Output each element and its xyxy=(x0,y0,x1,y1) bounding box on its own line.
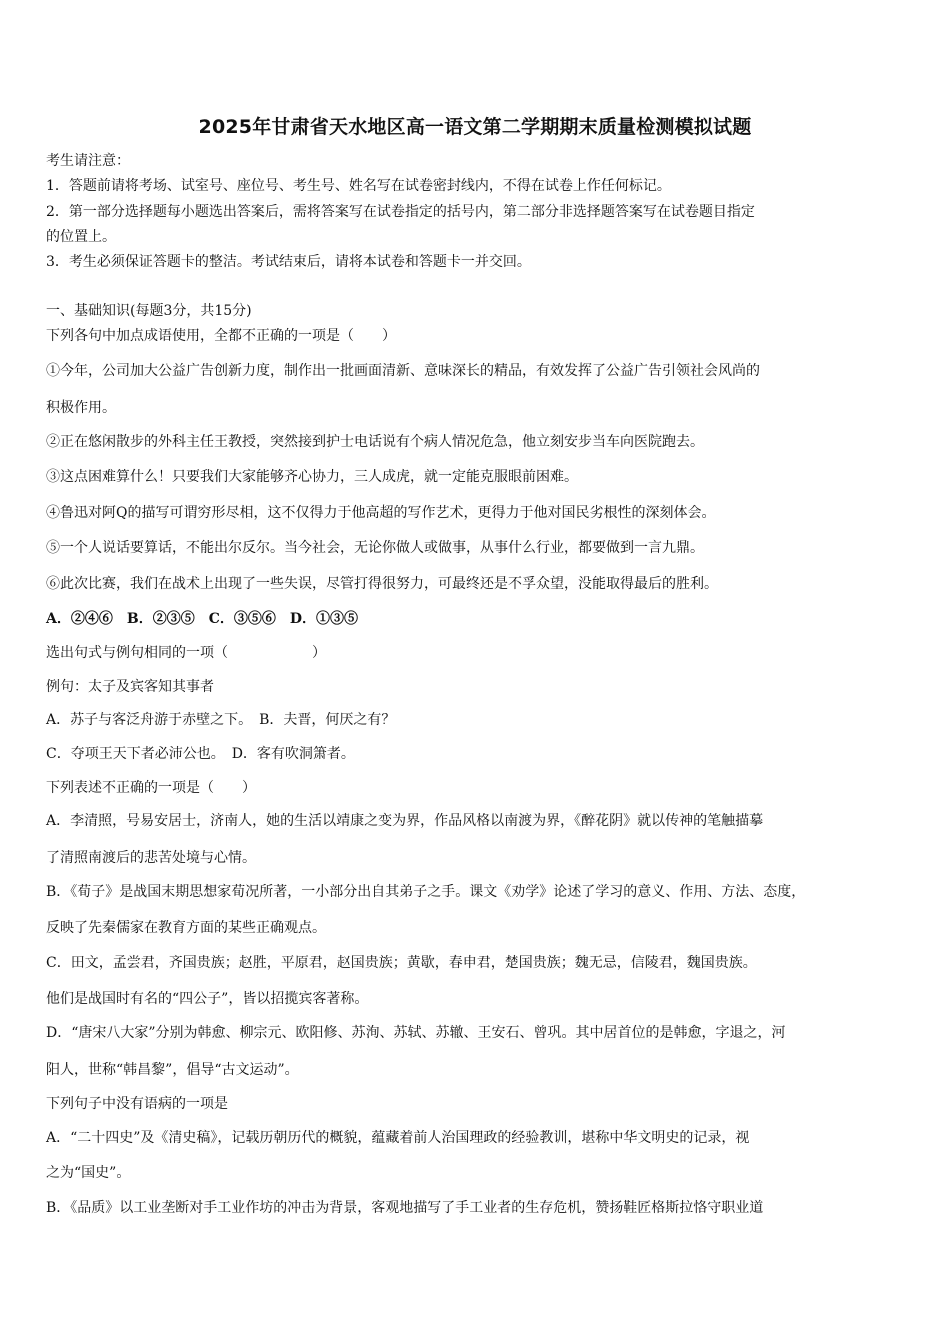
question-1-line: ④鲁迅对阿Q的描写可谓穷形尽相，这不仅得力于他高超的写作艺术，更得力于他对国民劣根性的深刻体会。 xyxy=(46,505,716,521)
notice-item-1: 1．答题前请将考场、试室号、座位号、考生号、姓名写在试卷密封线内，不得在试卷上作任何标记。 xyxy=(46,178,671,194)
question-2-stem: 选出句式与例句相同的一项（ ） xyxy=(46,645,326,661)
question-1-line: ③这点困难算什么！只要我们大家能够齐心协力，三人成虎，就一定能克服眼前困难。 xyxy=(46,469,578,485)
notice-item-2: 2．第一部分选择题每小题选出答案后，需将答案写在试卷指定的括号内，第二部分非选择题答案写在试卷题目指定 xyxy=(46,204,755,220)
question-1-stem: 下列各句中加点成语使用，全都不正确的一项是（ ） xyxy=(46,328,396,344)
question-2-example: 例句：太子及宾客知其事者 xyxy=(46,679,214,695)
question-1-line: ⑥此次比赛，我们在战术上出现了一些失误，尽管打得很努力，可最终还是不孚众望，没能取得最后的胜利。 xyxy=(46,576,718,592)
notice-item-3: 3．考生必须保证答题卡的整洁。考试结束后，请将本试卷和答题卡一并交回。 xyxy=(46,254,531,270)
question-4-line: 之为“国史”。 xyxy=(46,1165,131,1181)
question-3-line: B．《荀子》是战国末期思想家荀况所著，一小部分出自其弟子之手。课文《劝学》论述了学习的意义、作用、方法、态度， xyxy=(46,884,806,900)
question-1-line: ①今年，公司加大公益广告创新力度，制作出一批画面清新、意味深长的精品，有效发挥了公益广告引领社会风尚的 xyxy=(46,363,760,379)
question-3-line: 了清照南渡后的悲苦处境与心情。 xyxy=(46,850,256,866)
question-2-options-ab: A．苏子与客泛舟游于赤壁之下。 B．夫晋，何厌之有？ xyxy=(46,712,396,728)
question-3-line: D．“唐宋八大家”分别为韩愈、柳宗元、欧阳修、苏洵、苏轼、苏辙、王安石、曾巩。其中居首位的是韩愈，字退之，河 xyxy=(46,1025,786,1041)
question-4-line: A．“二十四史”及《清史稿》，记载历朝历代的概貌，蕴藏着前人治国理政的经验教训，堪称中华文明史的记录，视 xyxy=(46,1130,750,1146)
question-1-line: ②正在悠闲散步的外科主任王教授，突然接到护士电话说有个病人情况危急，他立刻安步当车向医院跑去。 xyxy=(46,434,704,450)
question-1-line: 积极作用。 xyxy=(46,400,116,416)
question-3-line: 反映了先秦儒家在教育方面的某些正确观点。 xyxy=(46,920,326,936)
question-1-options: A．②④⑥ B．②③⑤ C．③⑤⑥ D．①③⑤ xyxy=(46,611,358,627)
question-3-line: 阳人，世称“韩昌黎”，倡导“古文运动”。 xyxy=(46,1062,299,1078)
question-3-stem: 下列表述不正确的一项是（ ） xyxy=(46,780,256,796)
exam-title: 2025年甘肃省天水地区高一语文第二学期期末质量检测模拟试题 xyxy=(198,116,752,138)
question-3-line: 他们是战国时有名的“四公子”，皆以招揽宾客著称。 xyxy=(46,991,369,1007)
question-1-line: ⑤一个人说话要算话，不能出尔反尔。当今社会，无论你做人或做事，从事什么行业，都要做到一言九鼎。 xyxy=(46,540,704,556)
question-4-line: B．《品质》以工业垄断对手工业作坊的冲击为背景，客观地描写了手工业者的生存危机，赞扬鞋匠格斯拉恪守职业道 xyxy=(46,1200,764,1216)
section-heading: 一、基础知识(每题3分，共15分) xyxy=(46,303,252,319)
question-2-options-cd: C．夺项王天下者必沛公也。 D．客有吹洞箫者。 xyxy=(46,746,355,762)
notice-heading: 考生请注意： xyxy=(46,153,130,169)
question-3-line: A．李清照，号易安居士，济南人，她的生活以靖康之变为界，作品风格以南渡为界，《醉花阴》就以传神的笔触描摹 xyxy=(46,813,764,829)
question-4-stem: 下列句子中没有语病的一项是 xyxy=(46,1096,228,1112)
notice-item-2-continued: 的位置上。 xyxy=(46,229,116,245)
question-3-line: C．田文，孟尝君，齐国贵族；赵胜，平原君，赵国贵族；黄歇，春申君，楚国贵族；魏无忌，信陵君，魏国贵族。 xyxy=(46,955,757,971)
